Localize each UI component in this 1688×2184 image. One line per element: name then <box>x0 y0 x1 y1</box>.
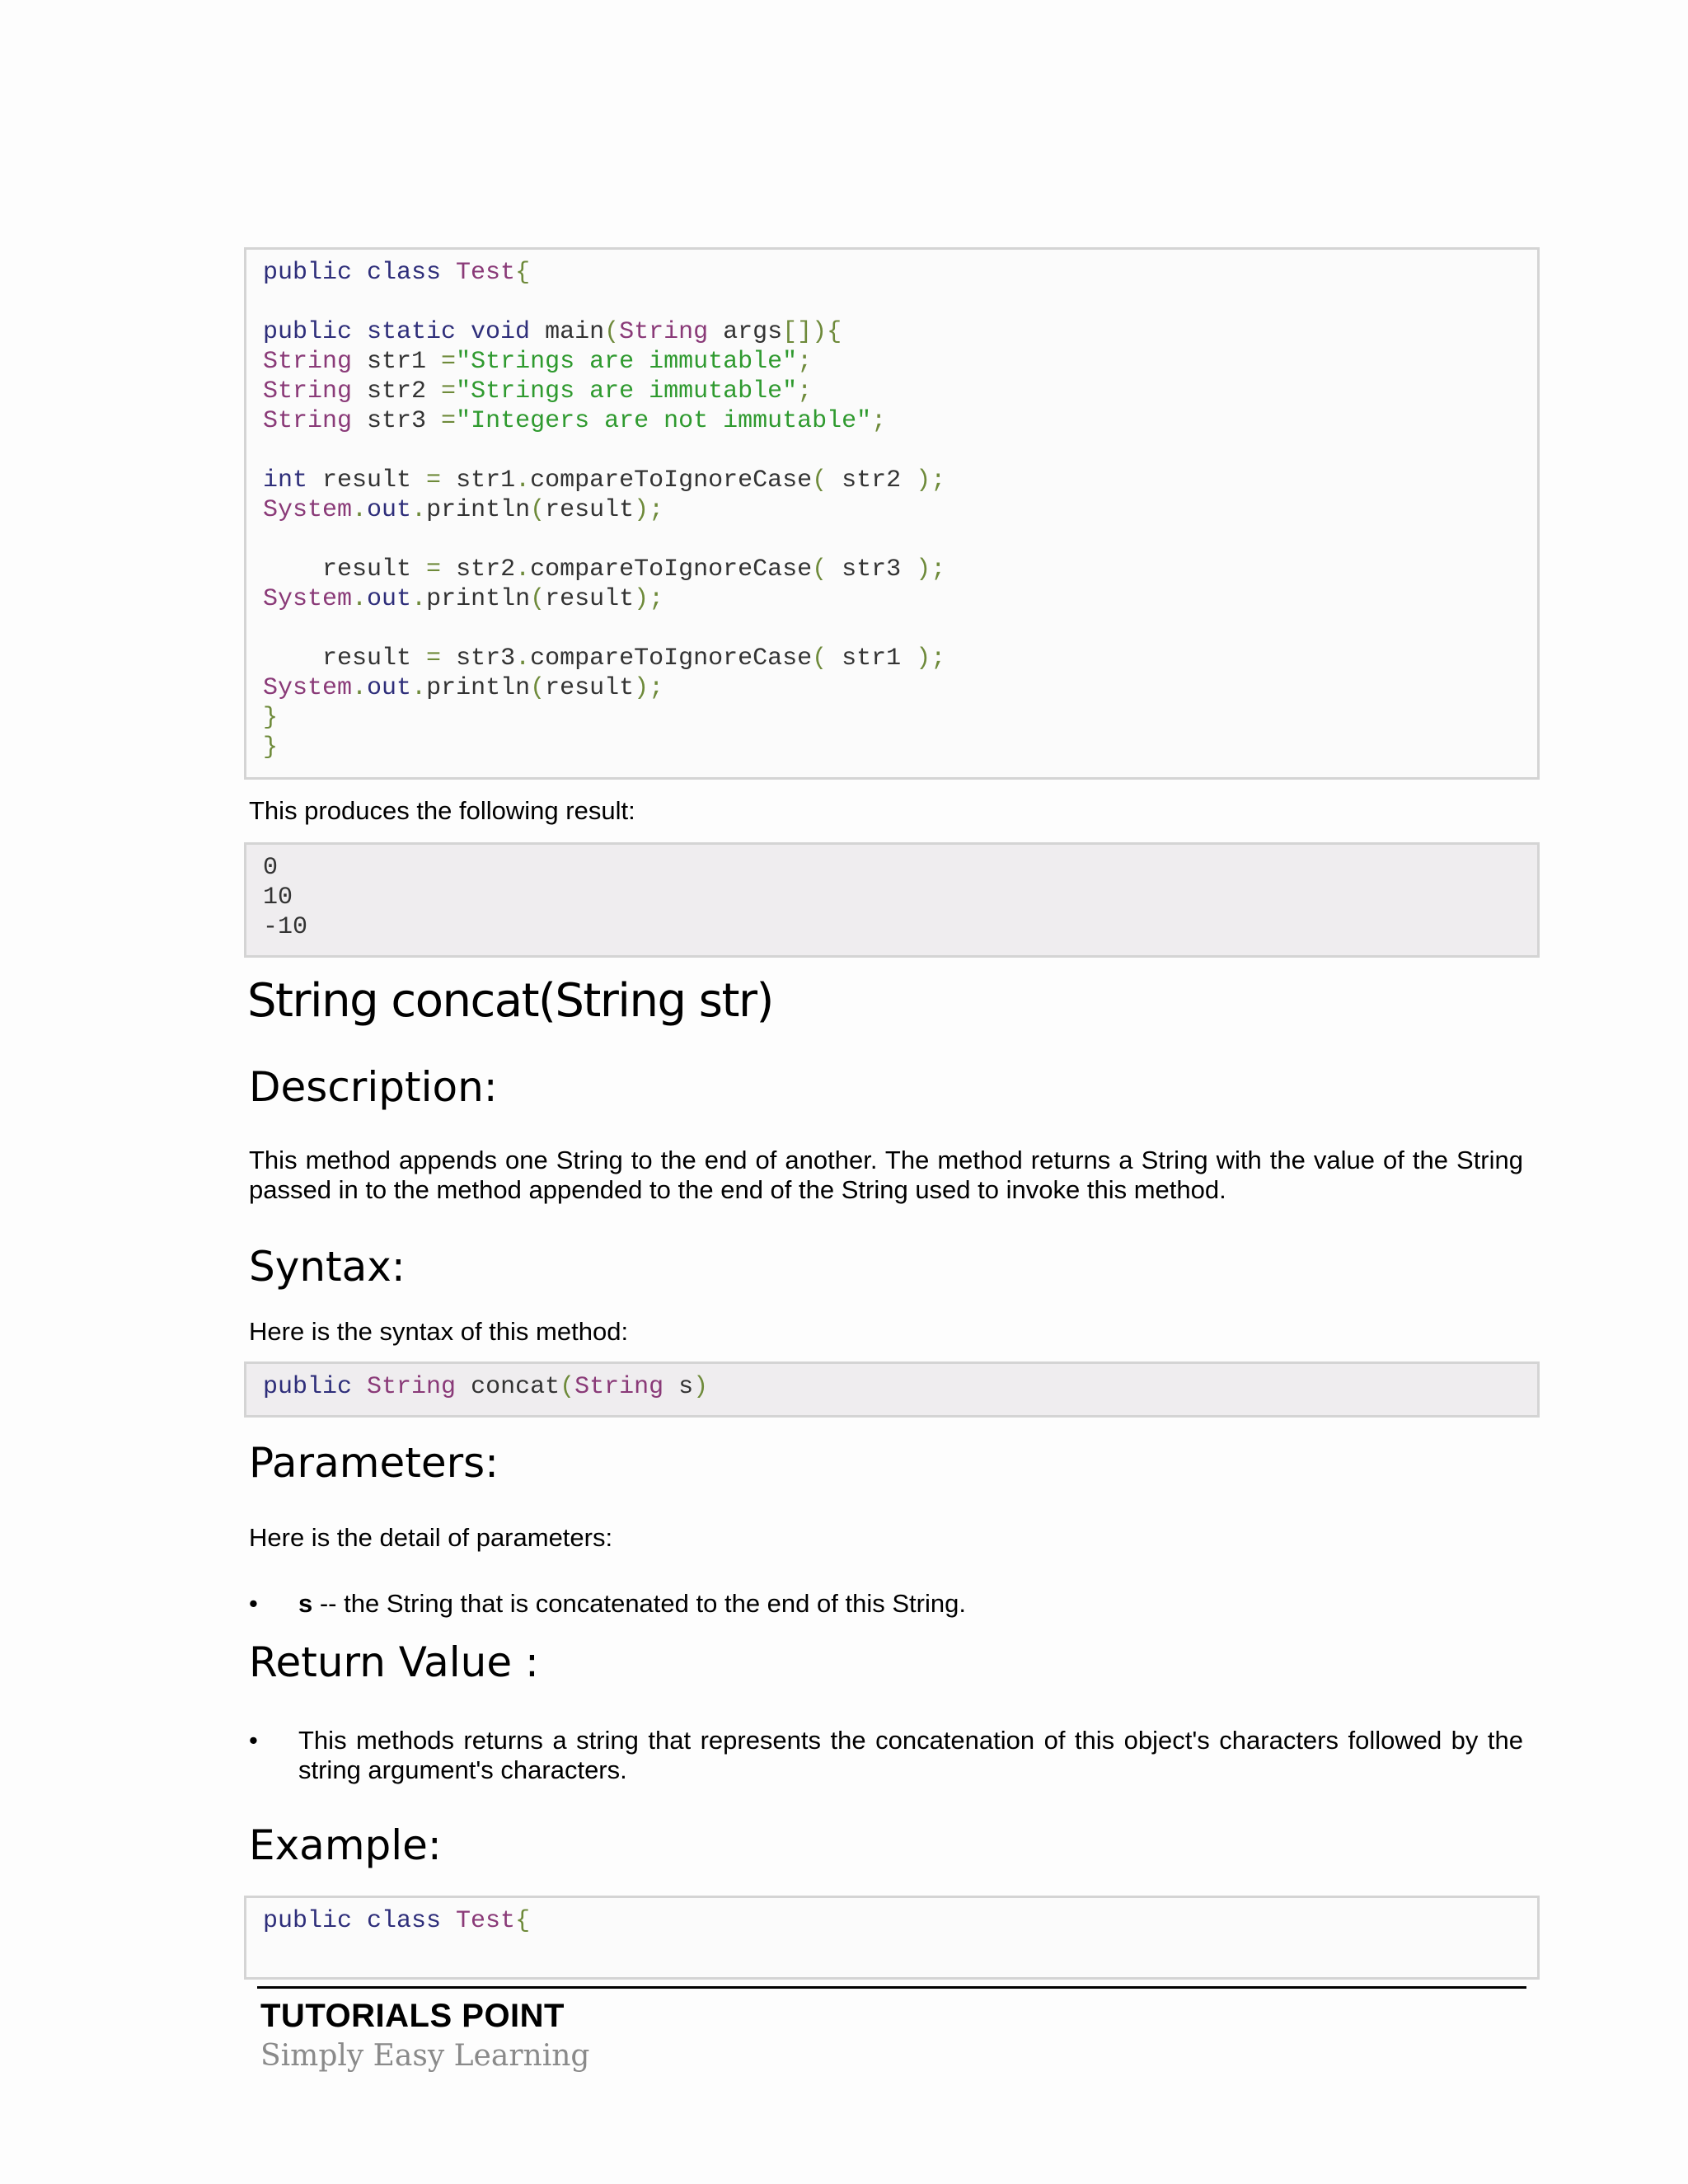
syntax-heading: Syntax: <box>249 1243 406 1291</box>
code-line <box>263 288 1537 317</box>
code-line: public class Test{ <box>263 259 531 287</box>
code-line: } <box>263 733 279 762</box>
return-value-heading: Return Value : <box>249 1638 539 1686</box>
code-block-compare-example <box>244 247 1540 780</box>
code-line: 10 <box>263 883 293 912</box>
code-line: int result = str1.compareToIgnoreCase( str2 ); <box>263 466 946 494</box>
code-line <box>263 436 1537 466</box>
footer-divider <box>257 1986 1526 1989</box>
code-line: String str1 ="Strings are immutable"; <box>263 348 813 376</box>
example-heading: Example: <box>249 1821 442 1869</box>
code-line <box>263 614 1537 644</box>
result-output-block <box>244 842 1540 958</box>
code-line: System.out.println(result); <box>263 496 664 524</box>
parameter-list-item <box>249 1589 1523 1619</box>
code-line: -10 <box>263 913 308 941</box>
method-heading: String concat(String str) <box>247 974 773 1028</box>
return-value-list-item <box>249 1726 1523 1785</box>
description-text: This method appends one String to the end of another. The method returns a String with the value of the String passed in to the method appended to the end of the String used to invoke this method. <box>249 1146 1523 1204</box>
code-line: public class Test{ <box>263 1907 531 1935</box>
code-line <box>263 525 1537 555</box>
example-code-block <box>244 1896 1540 1980</box>
parameter-description: -- the String that is concatenated to the end of this String. <box>312 1589 966 1618</box>
footer-tagline: Simply Easy Learning <box>260 2039 590 2073</box>
syntax-code-block <box>244 1361 1540 1418</box>
parameters-heading: Parameters: <box>249 1439 499 1487</box>
parameter-name: s <box>298 1589 313 1618</box>
code-line: result = str3.compareToIgnoreCase( str1 ); <box>263 644 946 673</box>
parameters-intro-text: Here is the detail of parameters: <box>249 1523 613 1552</box>
description-heading: Description: <box>249 1063 498 1111</box>
code-line: public String concat(String s) <box>263 1373 709 1401</box>
code-line: String str2 ="Strings are immutable"; <box>263 377 813 405</box>
code-line: String str3 ="Integers are not immutable"; <box>263 407 887 435</box>
parameter-entry <box>298 1589 1523 1619</box>
bullet-icon: • <box>249 1726 258 1755</box>
code-line: public static void main(String args[]){ <box>263 318 842 346</box>
result-intro-text: This produces the following result: <box>249 796 635 825</box>
bullet-icon: • <box>249 1589 258 1618</box>
footer-brand: TUTORIALS POINT <box>260 1998 565 2034</box>
code-line: } <box>263 704 279 732</box>
code-line: 0 <box>263 854 279 882</box>
return-value-text: This methods returns a string that represents the concatenation of this object's characters followed by the string argument's characters. <box>298 1726 1523 1784</box>
syntax-intro-text: Here is the syntax of this method: <box>249 1317 629 1346</box>
code-line: result = str2.compareToIgnoreCase( str3 ); <box>263 555 946 583</box>
code-line <box>263 1936 1537 1966</box>
code-line: System.out.println(result); <box>263 674 664 702</box>
code-line: System.out.println(result); <box>263 585 664 613</box>
